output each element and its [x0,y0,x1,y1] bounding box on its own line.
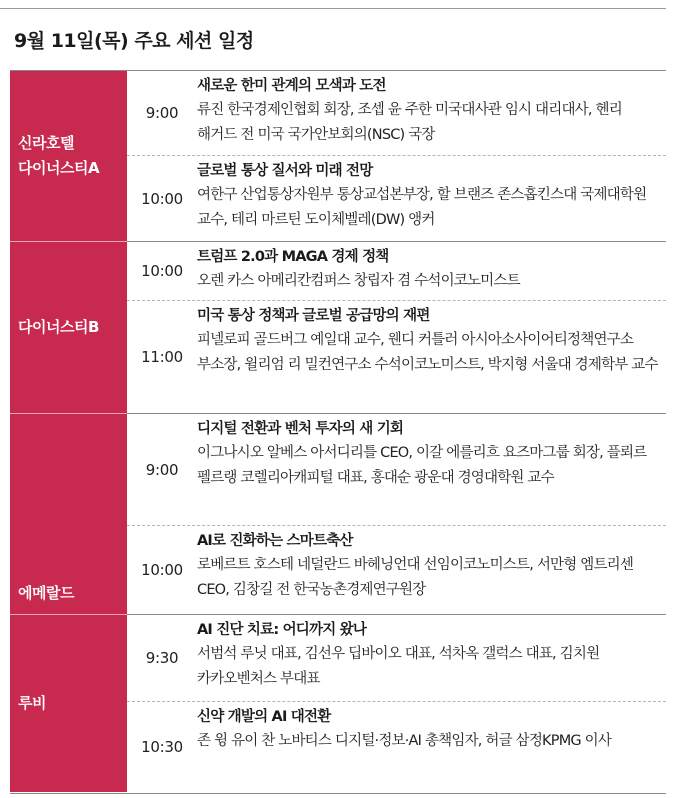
session-time: 10:30 [141,738,183,756]
session-row [127,414,666,526]
session-content [197,301,666,413]
session-title: 미국 통상 정책과 글로벌 공급망의 재편 [197,308,430,324]
session-speakers: 이그나시오 알베스 아서디리틀 CEO, 이갈 에를리흐 요즈마그룹 회장, 플뢰르 펠르랭 코렐리아캐피털 대표, 홍대순 광운대 경영대학원 교수 [197,445,647,486]
session-title: 신약 개발의 AI 대전환 [197,709,331,725]
session-title: AI로 진화하는 스마트축산 [197,533,353,549]
session-row [127,526,666,614]
venue-block-ruby [10,615,666,792]
session-time: 10:00 [141,262,183,280]
session-content [197,615,666,701]
session-list [127,615,666,792]
session-speakers: 존 윙 유이 찬 노바티스 디지털·정보·AI 총책임자, 허글 삼정KPMG 이사 [197,733,612,749]
session-title: 디지털 전환과 벤처 투자의 새 기회 [197,421,404,437]
session-speakers: 서범석 루닛 대표, 김선우 딥바이오 대표, 석차옥 갤럭스 대표, 김치원 카카오벤처스 부대표 [197,646,600,687]
top-rule [0,8,666,9]
venue-label [10,71,127,241]
session-list [127,242,666,413]
session-title: 글로벌 통상 질서와 미래 전망 [197,163,373,179]
venue-name: 다이너스티B [18,318,99,336]
session-content [197,242,666,300]
session-row [127,615,666,702]
venue-block-dynasty-a [10,71,666,241]
session-title: AI 진단 치료: 어디까지 왔나 [197,622,367,638]
session-row [127,156,666,241]
session-list [127,71,666,241]
venue-name: 루비 [18,694,46,712]
venue-block-emerald [10,414,666,614]
session-speakers: 피넬로피 골드버그 예일대 교수, 웬디 커틀러 아시아소사이어티정책연구소 부소장, 윌리엄 리 밀컨연구소 수석이코노미스트, 박지형 서울대 경제학부 교수 [197,332,658,373]
venue-label [10,414,127,614]
session-list [127,414,666,614]
session-time: 10:00 [141,189,183,208]
session-row [127,702,666,792]
session-row [127,301,666,413]
session-time: 9:00 [145,460,179,479]
session-content [197,414,666,525]
session-speakers: 로베르트 호스테 네덜란드 바헤닝언대 선임이코노미스트, 서만형 엠트리센 CEO, 김창길 전 한국농촌경제연구원장 [197,557,634,598]
session-time: 11:00 [141,348,183,366]
session-content [197,71,666,155]
venue-label [10,242,127,413]
venue-block-dynasty-b [10,242,666,413]
session-title: 새로운 한미 관계의 모색과 도전 [197,78,386,94]
session-content [197,702,666,792]
venue-name: 신라호텔 다이너스티A [18,134,100,177]
page-title: 9월 11일(목) 주요 세션 일정 [14,30,254,52]
session-speakers: 오렌 카스 아메리칸컴퍼스 창립자 겸 수석이코노미스트 [197,273,520,289]
session-content [197,526,666,614]
session-speakers: 류진 한국경제인협회 회장, 조셉 윤 주한 미국대사관 임시 대리대사, 헨리 해거드 전 미국 국가안보회의(NSC) 국장 [197,102,622,143]
session-time: 9:30 [145,649,179,667]
schedule-table [10,70,666,794]
session-time: 10:00 [141,561,183,579]
session-content [197,156,666,241]
session-row [127,71,666,156]
session-title: 트럼프 2.0과 MAGA 경제 정책 [197,249,389,265]
session-row [127,242,666,301]
venue-name: 에메랄드 [18,584,74,602]
session-time: 9:00 [145,104,179,122]
session-speakers: 여한구 산업통상자원부 통상교섭본부장, 할 브랜즈 존스홉킨스대 국제대학원 교수, 테리 마르틴 도이체벨레(DW) 앵커 [197,187,647,228]
venue-label [10,615,127,792]
